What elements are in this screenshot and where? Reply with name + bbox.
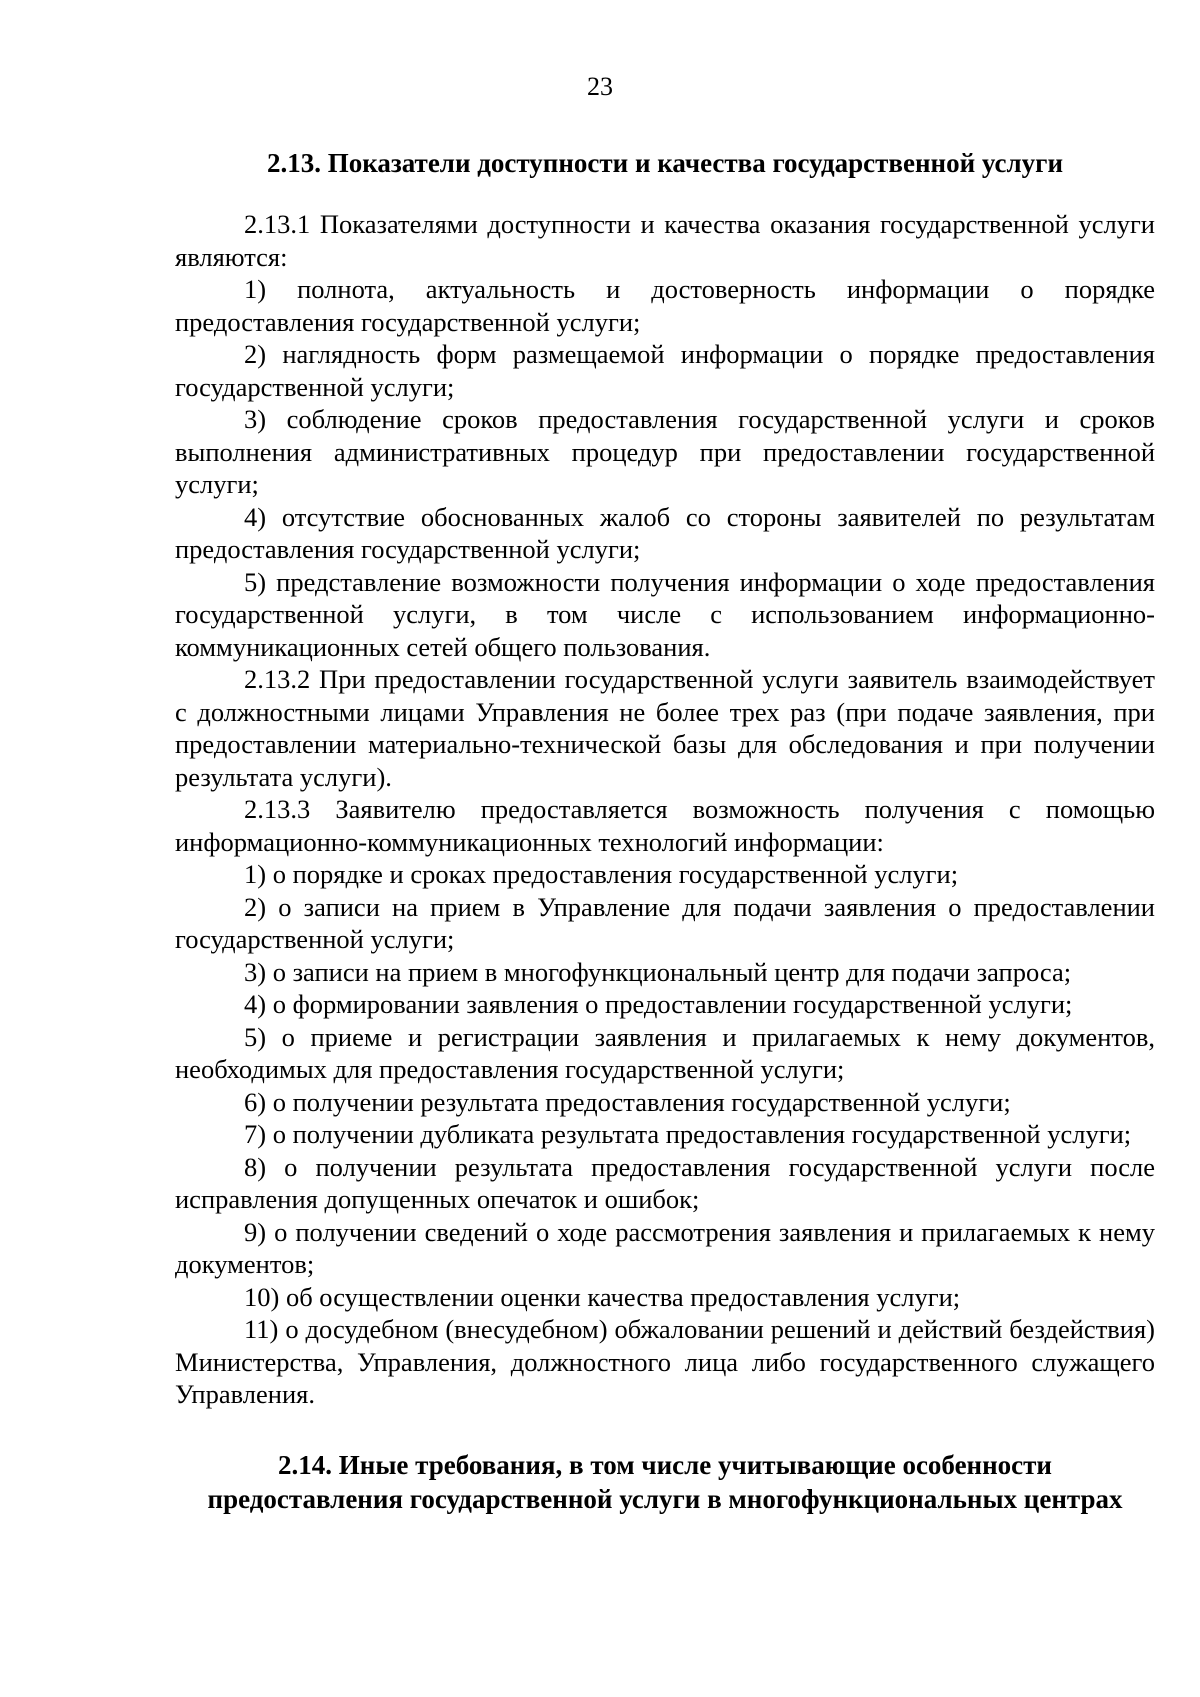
info-item-7: 7) о получении дубликата результата предоставления государственной услуги; — [244, 1119, 1132, 1149]
paragraph-2-13-2: 2.13.2 При предоставлении государственной услуги заявитель взаимодействует с должностными лицами Управления не более трех раз (при подаче заявления, при предоставлении материально-технической базы для обследования и при получении результата услуги). — [175, 664, 1155, 792]
info-item-4: 4) о формировании заявления о предоставлении государственной услуги; — [244, 989, 1073, 1019]
list-item-4: 4) отсутствие обоснованных жалоб со стороны заявителей по результатам предоставления государственной услуги; — [175, 501, 1155, 564]
section-heading-2-14 — [175, 1448, 1155, 1516]
info-item-6: 6) о получении результата предоставления государственной услуги; — [244, 1086, 1011, 1117]
paragraph-2-13-3: 2.13.3 Заявителю предоставляется возможность получения с помощью информационно-коммуникационных технологий информации: — [175, 794, 1155, 857]
info-item-9: 9) о получении сведений о ходе рассмотрения заявления и прилагаемых к нему документов; — [175, 1216, 1155, 1279]
paragraph-2-13-1: 2.13.1 Показателями доступности и качества оказания государственной услуги являются: — [175, 209, 1155, 272]
list-item-2: 2) наглядность форм размещаемой информации о порядке предоставления государственной услуги; — [175, 339, 1155, 402]
info-item-3: 3) о записи на прием в многофункциональный центр для подачи запроса; — [244, 956, 1072, 987]
info-item-5: 5) о приеме и регистрации заявления и прилагаемых к нему документов, необходимых для предоставления государственной услуги; — [175, 1021, 1155, 1084]
info-item-10: 10) об осуществлении оценки качества предоставления услуги; — [244, 1281, 961, 1312]
section-heading-2-13: 2.13. Показатели доступности и качества государственной услуги — [267, 148, 1063, 178]
list-item-1: 1) полнота, актуальность и достоверность информации о порядке предоставления государственной услуги; — [175, 274, 1155, 337]
page-number: 23 — [587, 72, 613, 101]
list-item-3: 3) соблюдение сроков предоставления государственной услуги и сроков выполнения административных процедур при предоставлении государственной услуги; — [175, 404, 1155, 499]
info-item-8: 8) о получении результата предоставления государственной услуги после исправления допущенных опечаток и ошибок; — [175, 1151, 1155, 1214]
info-item-2: 2) о записи на прием в Управление для подачи заявления о предоставлении государственной услуги; — [175, 891, 1155, 954]
section-body-2-13 — [175, 208, 1155, 1411]
info-item-1: 1) о порядке и сроках предоставления государственной услуги; — [244, 859, 959, 889]
section-heading-2-14-line-1: 2.14. Иные требования, в том числе учитывающие особенности — [278, 1450, 1052, 1480]
info-item-11: 11) о досудебном (внесудебном) обжаловании решений и действий бездействия) Министерства, Управления, должностного лица либо государственного служащего Управления. — [175, 1314, 1155, 1409]
list-item-5: 5) представление возможности получения информации о ходе предоставления государственной услуги, в том числе с использованием информационно-коммуникационных сетей общего пользования. — [175, 566, 1155, 662]
section-heading-2-14-line-2: предоставления государственной услуги в многофункциональных центрах — [207, 1484, 1123, 1514]
